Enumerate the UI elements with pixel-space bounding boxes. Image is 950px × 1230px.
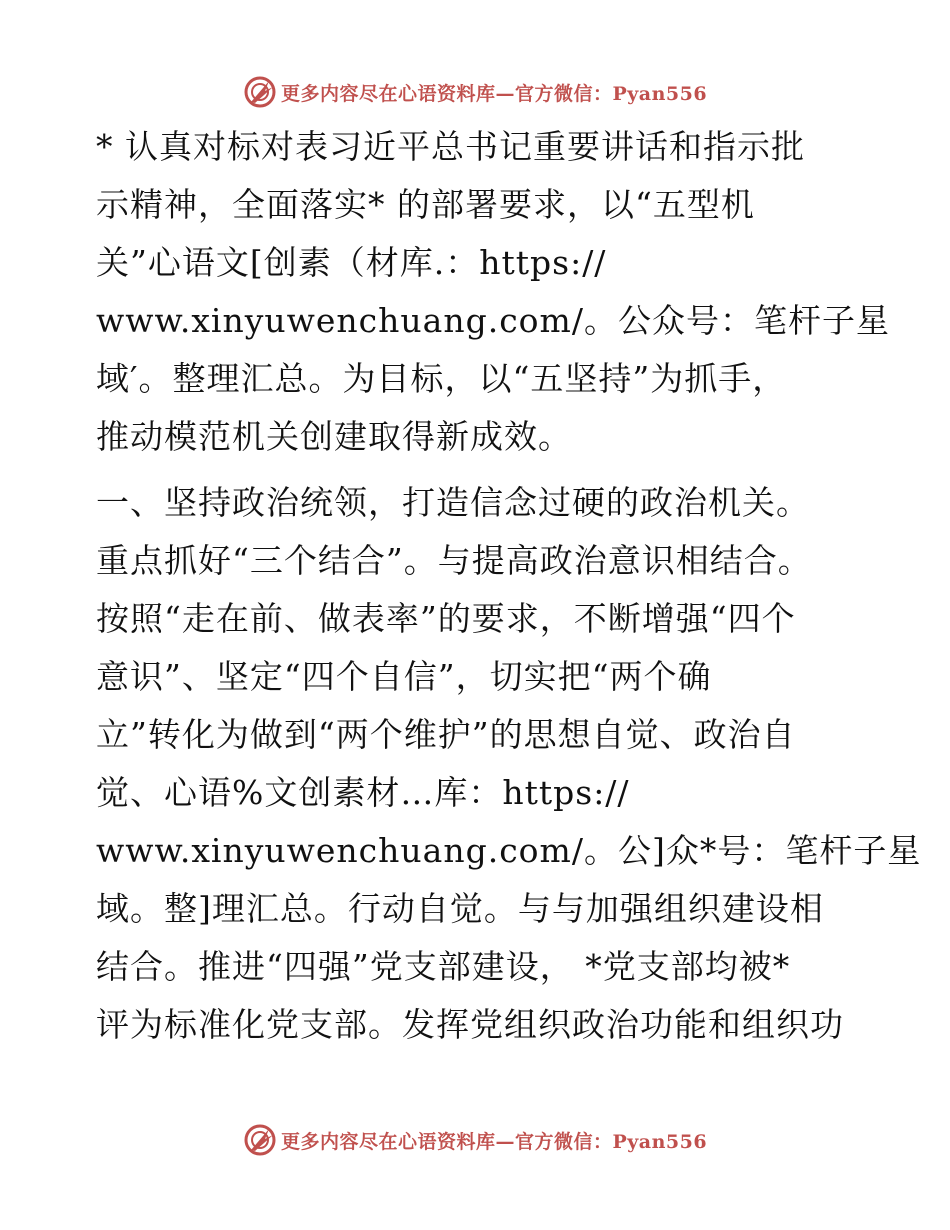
paragraph-section-one <box>96 474 922 1054</box>
footer-banner <box>0 1118 950 1162</box>
text-line: 评为标准化党支部。发挥党组织政治功能和组织功 <box>96 1005 844 1044</box>
header-text: 更多内容尽在心语资料库—官方微信：Pyan556 <box>280 82 708 105</box>
text-line: 按照“走在前、做表率”的要求，不断增强“四个 <box>96 599 796 638</box>
text-line: 示精神，全面落实* 的部署要求，以“五型机 <box>96 185 755 224</box>
text-line: 结合。推进“四强”党支部建设， *党支部均被* <box>96 947 791 986</box>
text-line: www.xinyuwenchuang.com/。公]众*号：笔杆子星 <box>96 831 922 870</box>
text-line: 觉、心语%文创素材…库：https:// <box>96 773 630 812</box>
document-body <box>96 118 922 1054</box>
text-line: 重点抓好“三个结合”。与提高政治意识相结合。 <box>96 541 812 580</box>
quill-logo-icon <box>243 1123 277 1157</box>
text-line: 立”转化为做到“两个维护”的思想自觉、政治自 <box>96 715 796 754</box>
text-line: 域。整]理汇总。行动自觉。与与加强组织建设相 <box>96 889 824 928</box>
text-line: 关”心语文[创素（材库.：https:// <box>96 243 607 282</box>
text-line: * 认真对标对表习近平总书记重要讲话和指示批 <box>96 127 805 166</box>
text-line: www.xinyuwenchuang.com/。公众号：笔杆子星 <box>96 301 890 340</box>
text-line: 一、坚持政治统领，打造信念过硬的政治机关。 <box>96 483 810 522</box>
paragraph-intro <box>96 118 890 466</box>
text-line: 意识”、坚定“四个自信”，切实把“两个确 <box>96 657 712 696</box>
footer-text: 更多内容尽在心语资料库—官方微信：Pyan556 <box>280 1130 708 1153</box>
text-line: 域′。整理汇总。为目标，以“五坚持”为抓手， <box>96 359 787 398</box>
header-banner <box>0 70 950 114</box>
text-line: 推动模范机关创建取得新成效。 <box>96 417 572 456</box>
quill-logo-icon <box>243 75 277 109</box>
